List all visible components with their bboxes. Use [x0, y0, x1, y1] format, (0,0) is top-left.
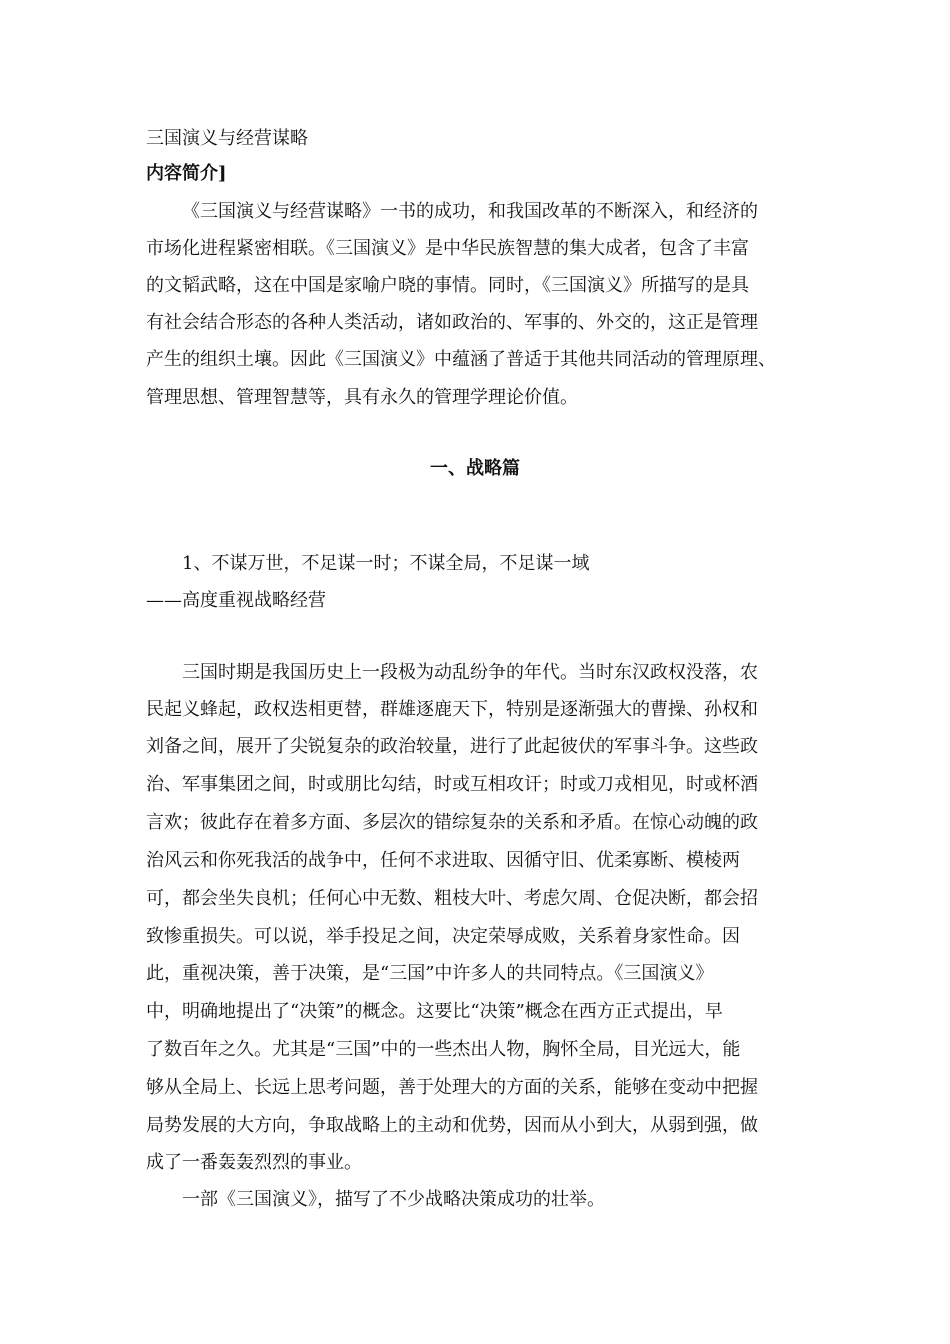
intro-heading: 内容简介]: [146, 163, 227, 184]
intro-line: 《三国演义与经营谋略》一书的成功，和我国改革的不断深入，和经济的: [182, 201, 758, 222]
body-line: 致惨重损失。可以说，举手投足之间，决定荣辱成败，关系着身家性命。因: [146, 926, 740, 947]
body-line: 治风云和你死我活的战争中，任何不求进取、因循守旧、优柔寡断、模棱两: [146, 850, 740, 871]
body-line: 够从全局上、长远上思考问题，善于处理大的方面的关系，能够在变动中把握: [146, 1077, 758, 1098]
body-line: 成了一番轰轰烈烈的事业。: [146, 1152, 362, 1173]
body-line: 局势发展的大方向，争取战略上的主动和优势，因而从小到大，从弱到强，做: [146, 1115, 758, 1136]
intro-line: 有社会结合形态的各种人类活动，诸如政治的、军事的、外交的，这正是管理: [146, 312, 758, 333]
intro-line: 产生的组织土壤。因此《三国演义》中蕴涵了普适于其他共同活动的管理原理、: [146, 349, 776, 370]
subsection-subtitle: ——高度重视战略经营: [146, 590, 326, 611]
body-line: 三国时期是我国历史上一段极为动乱纷争的年代。当时东汉政权没落，农: [182, 662, 758, 683]
body-line: 治、军事集团之间，时或朋比勾结，时或互相攻讦；时或刀戎相见，时或杯酒: [146, 774, 758, 795]
body-line: 中，明确地提出了“决策”的概念。这要比“决策”概念在西方正式提出，早: [146, 1001, 723, 1022]
subsection-title: 1、不谋万世，不足谋一时；不谋全局，不足谋一域: [182, 553, 590, 574]
section-heading: 一、战略篇: [430, 458, 520, 479]
body-line: 言欢；彼此存在着多方面、多层次的错综复杂的关系和矛盾。在惊心动魄的政: [146, 812, 758, 833]
body-line: 可，都会坐失良机；任何心中无数、粗枝大叶、考虑欠周、仓促决断，都会招: [146, 888, 758, 909]
body-line: 了数百年之久。尤其是“三国”中的一些杰出人物，胸怀全局，目光远大，能: [146, 1039, 741, 1060]
intro-line: 的文韬武略，这在中国是家喻户晓的事情。同时，《三国演义》所描写的是具: [146, 275, 749, 296]
body-line: 刘备之间，展开了尖锐复杂的政治较量，进行了此起彼伏的军事斗争。这些政: [146, 736, 758, 757]
intro-line: 市场化进程紧密相联。《三国演义》是中华民族智慧的集大成者，包含了丰富: [146, 238, 749, 259]
intro-line: 管理思想、管理智慧等，具有永久的管理学理论价值。: [146, 387, 578, 408]
closing-line: 一部《三国演义》，描写了不少战略决策成功的壮举。: [182, 1189, 605, 1210]
body-line: 此，重视决策，善于决策，是“三国”中许多人的共同特点。《三国演义》: [146, 963, 714, 984]
body-line: 民起义蜂起，政权迭相更替，群雄逐鹿天下，特别是逐渐强大的曹操、孙权和: [146, 699, 758, 720]
document-title: 三国演义与经营谋略: [146, 128, 308, 149]
